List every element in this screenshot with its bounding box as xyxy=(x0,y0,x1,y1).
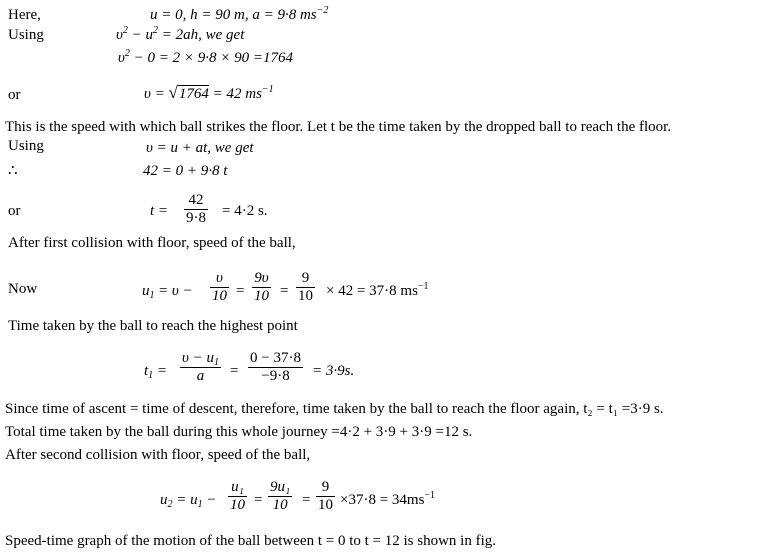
equals-sign-4: = xyxy=(254,492,263,508)
using-label-2: Using xyxy=(8,138,44,154)
using-label-1: Using xyxy=(8,27,44,43)
here-label: Here, xyxy=(8,7,41,23)
equation-of-motion-2: υ = u + at, we get xyxy=(146,140,254,156)
fraction-9-over-10-b: $\frac{9}{10}$ xyxy=(318,479,333,513)
equals-sign-3: = xyxy=(230,363,239,379)
or-label-1: or xyxy=(8,87,21,103)
velocity-sqrt: υ = √1764 = 42 $ms^{-1}$ xyxy=(144,83,274,102)
t1-result: = 3·9s. xyxy=(312,363,355,379)
t1-lhs: $t_1$ = xyxy=(144,363,168,381)
equals-sign-1: = xyxy=(236,283,245,299)
u1-minus-part: = υ − xyxy=(158,283,193,299)
total-time-statement: Total time taken by the ball during this whole journey =4·2 + 3·9 + 3·9 =12 s. xyxy=(5,424,473,440)
equation-of-motion-1: $\upsilon^2 - u^2 = 2ah$, we get xyxy=(116,25,245,43)
given-values: u = 0, h = 90 m, a = 9·8 $ms^{-2}$ xyxy=(150,5,329,23)
fraction-numeric: $\frac{0 - 37\cdot 8}{-9\cdot 8}$ xyxy=(250,350,301,384)
fraction-9v-over-10: $\frac{9\upsilon}{10}$ xyxy=(254,270,269,304)
u1-lhs: $u_1$ xyxy=(142,283,155,301)
fraction-9-over-10: $\frac{9}{10}$ xyxy=(298,270,313,304)
fraction-u1-over-10: $\frac{\text{u₁}}{10}$ xyxy=(230,479,245,513)
equals-sign-2: = xyxy=(280,283,289,299)
time-lhs: t = xyxy=(150,203,169,219)
therefore-symbol: ∴ xyxy=(8,163,18,179)
u2-lhs: $u_2 = u_1$ − xyxy=(160,492,217,510)
fraction-v-minus-u1-over-a: $\frac{\upsilon - u_1}{a}$ xyxy=(182,350,220,384)
u1-result: × 42 = 37·8 $ms^{-1}$ xyxy=(326,281,429,299)
fraction-9u1-over-10: $\frac{\text{9u₁}}{10}$ xyxy=(270,479,291,513)
equals-sign-5: = xyxy=(302,492,311,508)
paragraph-speed: This is the speed with which ball strikes the floor. Let t be the time taken by the dropped ball to reach the floor. xyxy=(5,119,672,135)
after-first-collision: After first collision with floor, speed of the ball, xyxy=(8,235,296,251)
or-label-2: or xyxy=(8,203,21,219)
after-second-collision: After second collision with floor, speed of the ball, xyxy=(5,447,311,463)
now-label: Now xyxy=(8,281,38,297)
speed-time-graph-note: Speed-time graph of the motion of the ball between t = 0 to t = 12 is shown in fig. xyxy=(5,533,497,549)
ascent-descent-statement: Since time of ascent = time of descent, therefore, time taken by the ball to reach the floor again, t₂ = t₁ =3·9 s. xyxy=(5,401,664,417)
time-result: = 4·2 s. xyxy=(222,203,268,219)
equation-substitution-2: 42 = 0 + 9·8 t xyxy=(143,163,228,179)
time-fraction: $\frac{42}{9\cdot 8}$ xyxy=(186,192,206,226)
fraction-v-over-10: $\frac{\upsilon}{10}$ xyxy=(212,270,227,304)
equation-substitution-1: $\upsilon^2 - 0 = 2 \times 9\cdot 8 \times 90 =1764$ xyxy=(118,48,294,66)
u2-result: $\times 37\cdot 8 = 34ms^{-1}$ xyxy=(340,490,436,508)
time-highest-point: Time taken by the ball to reach the highest point xyxy=(8,318,298,334)
